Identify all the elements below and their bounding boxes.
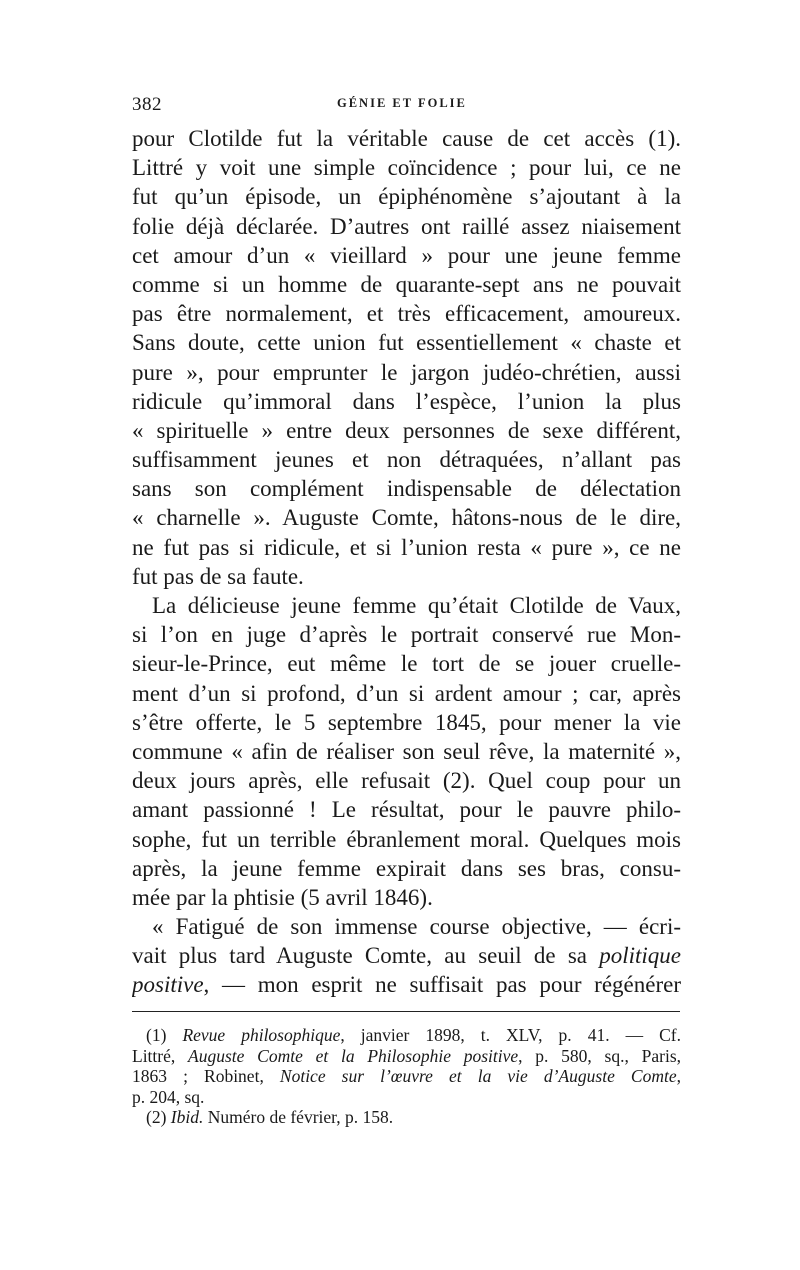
footnote-rule	[132, 1011, 680, 1012]
text-line: mée par la phtisie (5 avril 1846).	[132, 884, 433, 910]
text-line: ne fut pas si ridicule, et si l’union resta « pure », ce ne	[132, 534, 681, 560]
text-segment: , — mon esprit ne suffisait pas pour régénérer	[203, 972, 681, 998]
text-line: « spirituelle » entre deux personnes de sexe différent,	[132, 417, 681, 443]
text-line: ridicule qu’immoral dans l’espèce, l’union la plus	[132, 388, 681, 414]
italic-title: Revue philosophique	[182, 1025, 341, 1045]
italic-title: politique	[599, 943, 681, 969]
footnote-line: p. 204, sq.	[132, 1086, 205, 1107]
footnote-2	[132, 1107, 681, 1128]
footnotes	[132, 1025, 681, 1128]
footnote-1	[132, 1025, 681, 1046]
text-line	[132, 970, 681, 999]
italic-title: Ibid.	[170, 1107, 204, 1127]
text-line: pas être normalement, et très efficacement, amoureux.	[132, 301, 681, 327]
text-line: sieur-le-Prince, eut même le tort de se jouer cruelle-	[132, 651, 681, 677]
text-segment: Numéro de février, p. 158.	[203, 1107, 394, 1127]
italic-title: positive	[132, 972, 204, 998]
text-line: folie déjà déclarée. D’autres ont raillé assez niaisement	[132, 213, 681, 239]
text-line: La délicieuse jeune femme qu’était Clotilde de Vaux,	[152, 593, 681, 618]
text-line: sans son complément indispensable de délectation	[132, 476, 681, 502]
text-line: s’être offerte, le 5 septembre 1845, pour mener la vie	[132, 709, 681, 735]
text-line: pure », pour emprunter le jargon judéo-chrétien, aussi	[132, 359, 681, 385]
text-line: ment d’un si profond, d’un si ardent amour ; car, après	[132, 680, 681, 706]
italic-title: Notice sur l’œuvre et la vie d’Auguste Comte	[279, 1066, 677, 1086]
text-segment: Littré,	[132, 1045, 189, 1066]
text-segment: , janvier 1898, t. XLV, p. 41. — Cf.	[340, 1025, 681, 1045]
text-line: sophe, fut un terrible ébranlement moral. Quelques mois	[132, 826, 681, 852]
text-line: fut pas de sa faute.	[132, 563, 304, 589]
footnote-marker: (1)	[146, 1025, 183, 1045]
text-line: commune « afin de réaliser son seul rêve, la maternité »,	[132, 738, 681, 764]
text-line: si l’on en juge d’après le portrait conservé rue Mon-	[132, 622, 681, 648]
text-line: amant passionné ! Le résultat, pour le pauvre philo-	[132, 797, 681, 823]
text-line	[132, 941, 681, 970]
text-line: Sans doute, cette union fut essentiellement « chaste et	[132, 330, 681, 356]
footnote-marker: (2)	[146, 1107, 171, 1127]
body-text	[132, 124, 681, 1000]
text-segment: vait plus tard Auguste Comte, au seuil de sa	[132, 943, 587, 969]
footnote-line	[132, 1046, 681, 1067]
text-line: pour Clotilde fut la véritable cause de cet accès (1).	[132, 126, 681, 151]
text-line: comme si un homme de quarante-sept ans ne pouvait	[132, 271, 681, 297]
text-line: deux jours après, elle refusait (2). Quel coup pour un	[132, 768, 681, 794]
text-line: fut qu’un épisode, un épiphénomène s’ajoutant à la	[132, 184, 681, 210]
text-line: « Fatigué de son immense course objective, — écri-	[152, 914, 681, 940]
page-header	[0, 94, 800, 118]
page-number: 382	[132, 94, 162, 115]
text-line: Littré y voit une simple coïncidence ; pour lui, ce ne	[132, 155, 681, 181]
text-line: cet amour d’un « vieillard » pour une jeune femme	[132, 242, 681, 268]
text-line: après, la jeune femme expirait dans ses bras, consu-	[132, 855, 681, 881]
running-title: GÉNIE ET FOLIE	[337, 96, 467, 110]
text-line: suffisamment jeunes et non détraquées, n’allant pas	[132, 447, 681, 473]
text-line: « charnelle ». Auguste Comte, hâtons-nous de le dire,	[132, 505, 681, 531]
text-segment: ,	[676, 1066, 681, 1086]
italic-title: Auguste Comte et la Philosophie positive	[188, 1045, 519, 1066]
text-segment: 1863 ; Robinet,	[132, 1066, 280, 1086]
text-segment: , p. 580, sq., Paris,	[518, 1045, 681, 1066]
footnote-line	[132, 1066, 681, 1087]
